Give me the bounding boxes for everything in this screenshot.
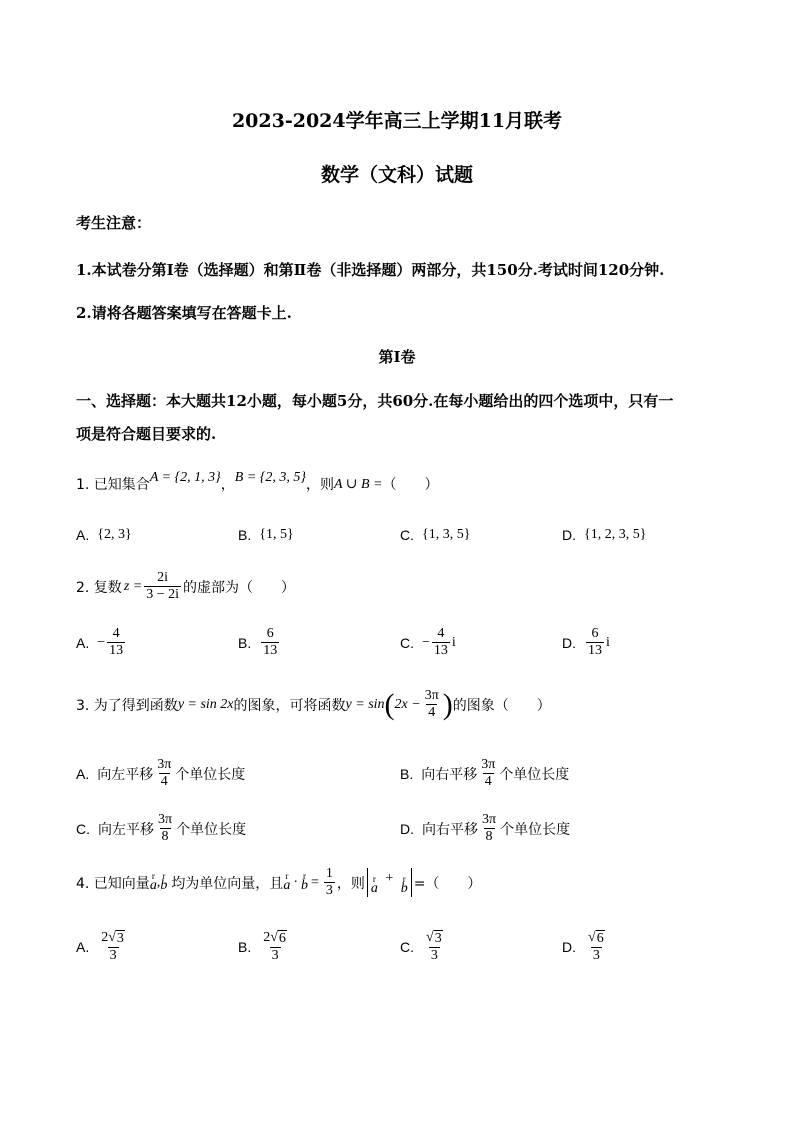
fraction-numerator xyxy=(424,930,445,947)
option-text: 向左平移 xyxy=(97,766,154,783)
notice-heading: 考生注意： xyxy=(76,214,152,232)
option-value: {1, 5} xyxy=(259,527,294,542)
q4-comma: , xyxy=(156,874,161,890)
option-text: 向左平移 xyxy=(98,821,154,838)
option-unit: 个单位长度 xyxy=(176,821,247,838)
q4-equals: = xyxy=(310,874,319,890)
q2-stem-prefix: 2. 复数 xyxy=(76,579,122,596)
radical-sign: √ xyxy=(588,930,596,945)
fraction-denominator: 3 xyxy=(430,948,438,964)
fraction-denominator: 13 xyxy=(263,643,278,659)
q1-option-c[interactable] xyxy=(400,527,470,543)
fraction-denominator: 13 xyxy=(433,643,448,659)
q1-sep: ， xyxy=(220,477,235,493)
option-text: 向右平移 xyxy=(421,766,478,783)
fraction-denominator: 3 xyxy=(592,948,600,964)
option-label: D. xyxy=(562,527,576,543)
fraction-denominator: 3 xyxy=(109,948,117,964)
fraction-numerator: 6 xyxy=(266,626,274,641)
q3-function-1: y = sin 2x xyxy=(177,696,234,712)
vector-symbol: a xyxy=(370,880,378,896)
option-suffix: i xyxy=(606,634,610,650)
notice-line-1: 1.本试卷分第Ⅰ卷（选择题）和第Ⅱ卷（非选择题）两部分，共150分.考试时间120分钟. xyxy=(76,261,665,279)
radical-sign: √ xyxy=(270,930,278,945)
fraction-numerator xyxy=(586,930,607,947)
option-label: D. xyxy=(562,939,576,956)
option-value: {2, 3} xyxy=(97,527,132,542)
option-fraction xyxy=(99,930,127,964)
vector-symbol: a xyxy=(149,878,157,894)
vector-b xyxy=(160,872,167,893)
vector-arrow: r xyxy=(372,873,376,884)
option-label: C. xyxy=(400,634,414,651)
q1-stem-prefix: 1. 已知集合 xyxy=(76,477,150,493)
q3-function-2-head: y = sin xyxy=(345,696,385,712)
option-unit: 个单位长度 xyxy=(500,821,571,838)
option-fraction xyxy=(155,757,173,790)
option-unit: 个单位长度 xyxy=(499,766,570,783)
option-fraction xyxy=(261,626,279,659)
fraction-numerator: 4 xyxy=(112,626,120,641)
option-label: A. xyxy=(76,939,90,956)
q4-stem-prefix: 4. 已知向量 xyxy=(76,875,150,892)
q2-option-b[interactable] xyxy=(238,626,281,659)
q4-option-c[interactable] xyxy=(400,930,447,964)
sqrt xyxy=(108,930,125,947)
q2-option-c[interactable] xyxy=(400,626,456,659)
fraction-numerator: 6 xyxy=(591,626,599,641)
radicand: 3 xyxy=(434,931,442,946)
option-label: D. xyxy=(562,634,576,651)
vector-arrow: r xyxy=(162,871,166,882)
option-label: B. xyxy=(238,939,252,956)
fraction-numerator: 2i xyxy=(157,570,169,585)
sqrt-coefficient: 2 xyxy=(101,930,109,945)
q3-option-c[interactable] xyxy=(76,812,246,845)
option-fraction xyxy=(432,626,450,659)
fraction-numerator: 3π xyxy=(158,812,173,827)
right-paren: ) xyxy=(442,687,453,721)
radicand: 6 xyxy=(278,931,286,946)
section-title: 第Ⅰ卷 xyxy=(378,348,416,366)
question-1 xyxy=(76,470,439,494)
vector-sum-abs xyxy=(367,868,412,898)
q4-option-a[interactable] xyxy=(76,930,129,964)
q3-option-b[interactable] xyxy=(400,757,569,790)
q4-option-d[interactable] xyxy=(562,930,609,964)
q4-fraction xyxy=(324,866,335,899)
q1-option-d[interactable] xyxy=(562,527,646,543)
vector-symbol: a xyxy=(283,878,291,894)
fraction-denominator: 3 xyxy=(271,948,279,964)
fraction-denominator: 13 xyxy=(109,643,124,659)
sqrt xyxy=(426,930,443,947)
option-text: 向右平移 xyxy=(422,821,478,838)
fraction-numerator: 3π xyxy=(481,757,496,772)
sqrt-coefficient: 2 xyxy=(263,930,271,945)
option-label: B. xyxy=(400,765,414,782)
option-fraction xyxy=(586,626,604,659)
option-label: C. xyxy=(400,939,414,956)
exam-title: 2023-2024学年高三上学期11月联考 xyxy=(231,110,563,132)
option-value: {1, 3, 5} xyxy=(422,527,471,542)
option-label: C. xyxy=(400,527,414,543)
option-fraction xyxy=(586,930,607,964)
fraction-denominator: 3 xyxy=(325,883,333,899)
vector-symbol: b xyxy=(400,880,408,896)
sqrt xyxy=(588,930,605,947)
option-fraction xyxy=(107,626,125,659)
radicand: 3 xyxy=(116,931,124,946)
vector-symbol: b xyxy=(160,878,168,894)
q3-stem-prefix: 3. 为了得到函数 xyxy=(76,697,178,714)
q4-dot: · xyxy=(293,874,298,890)
fraction-numerator: 3π xyxy=(482,812,497,827)
q4-stem-suffix: =（ ） xyxy=(413,875,482,892)
option-label: B. xyxy=(238,634,252,651)
option-label: A. xyxy=(76,527,90,543)
q3-stem-mid: 的图象，可将函数 xyxy=(233,697,346,714)
q4-stem-mid: 均为单位向量，且 xyxy=(171,875,284,892)
left-paren: ( xyxy=(384,687,395,721)
q1-option-a[interactable] xyxy=(76,527,132,543)
fraction-numerator: 3π xyxy=(424,688,439,703)
option-unit: 个单位长度 xyxy=(175,766,246,783)
exam-subtitle: 数学（文科）试题 xyxy=(320,164,473,186)
option-label: D. xyxy=(400,820,414,837)
q1-set-a: A = {2, 1, 3} xyxy=(149,470,221,485)
vector-arrow: r xyxy=(151,871,155,882)
q1-paren: （ ） xyxy=(382,477,439,493)
question-2 xyxy=(76,570,295,603)
q4-plus: + xyxy=(385,870,394,886)
option-value: {1, 2, 3, 5} xyxy=(584,527,647,542)
q1-set-b: B = {2, 3, 5} xyxy=(234,470,306,485)
option-sign: − xyxy=(422,634,430,650)
fraction-denominator: 13 xyxy=(588,643,602,659)
q2-stem-suffix: 的虚部为（ ） xyxy=(183,579,296,596)
option-suffix: i xyxy=(451,634,456,650)
option-fraction xyxy=(480,812,498,845)
fraction-denominator: 8 xyxy=(161,829,169,845)
fraction-denominator: 4 xyxy=(428,705,436,721)
section-intro-1: 一、选择题：本大题共12小题，每小题5分，共60分.在每小题给出的四个选项中，只有一 xyxy=(76,392,674,410)
fraction-numerator: 4 xyxy=(437,626,445,641)
option-fraction xyxy=(424,930,445,964)
vector-a xyxy=(150,872,157,893)
notice-line-2: 2.请将各题答案填写在答题卡上. xyxy=(76,304,292,322)
q2-option-d[interactable] xyxy=(562,626,610,659)
q1-expr: A ∪ B = xyxy=(333,476,383,492)
q2-z: z = xyxy=(123,578,143,594)
option-fraction xyxy=(261,930,289,964)
fraction-denominator: 3 − 2i xyxy=(146,587,180,603)
q4-option-b[interactable] xyxy=(238,930,291,964)
radical-sign: √ xyxy=(108,930,116,945)
section-intro-2: 项是符合题目要求的. xyxy=(76,425,217,443)
fraction-numerator xyxy=(99,930,127,947)
radical-sign: √ xyxy=(426,930,434,945)
fraction-denominator: 8 xyxy=(485,829,493,845)
radicand: 6 xyxy=(596,931,604,946)
vector-b xyxy=(301,872,308,893)
q3-stem-suffix: 的图象（ ） xyxy=(452,697,551,714)
q2-fraction xyxy=(144,570,181,603)
question-3 xyxy=(76,688,551,721)
option-label: A. xyxy=(76,765,90,782)
q1-option-b[interactable] xyxy=(238,527,294,543)
fraction-denominator: 4 xyxy=(160,774,168,790)
option-sign: − xyxy=(97,634,106,650)
sqrt xyxy=(270,930,287,947)
fraction-denominator: 4 xyxy=(484,774,492,790)
option-label: A. xyxy=(76,634,90,651)
q3-option-d[interactable] xyxy=(400,812,570,845)
q3-function-2-inner: 2x − xyxy=(394,696,421,712)
q1-stem-mid: ，则 xyxy=(305,477,334,493)
option-label: B. xyxy=(238,527,252,543)
vector-arrow: r xyxy=(302,871,306,882)
question-4 xyxy=(76,866,481,899)
option-fraction xyxy=(479,757,497,790)
vector-a xyxy=(371,875,378,896)
fraction-numerator xyxy=(261,930,289,947)
vector-b xyxy=(401,875,408,896)
fraction-numerator: 3π xyxy=(157,757,172,772)
vector-symbol: b xyxy=(300,878,308,894)
vector-arrow: r xyxy=(402,873,406,884)
fraction-numerator: 1 xyxy=(325,866,333,881)
q3-option-a[interactable] xyxy=(76,757,245,790)
option-label: C. xyxy=(76,820,90,837)
q4-stem-mid-2: ，则 xyxy=(336,875,365,892)
q2-option-a[interactable] xyxy=(76,626,127,659)
q3-fraction xyxy=(423,688,441,721)
vector-arrow: r xyxy=(285,871,289,882)
vector-a xyxy=(283,872,290,893)
option-fraction xyxy=(156,812,174,845)
